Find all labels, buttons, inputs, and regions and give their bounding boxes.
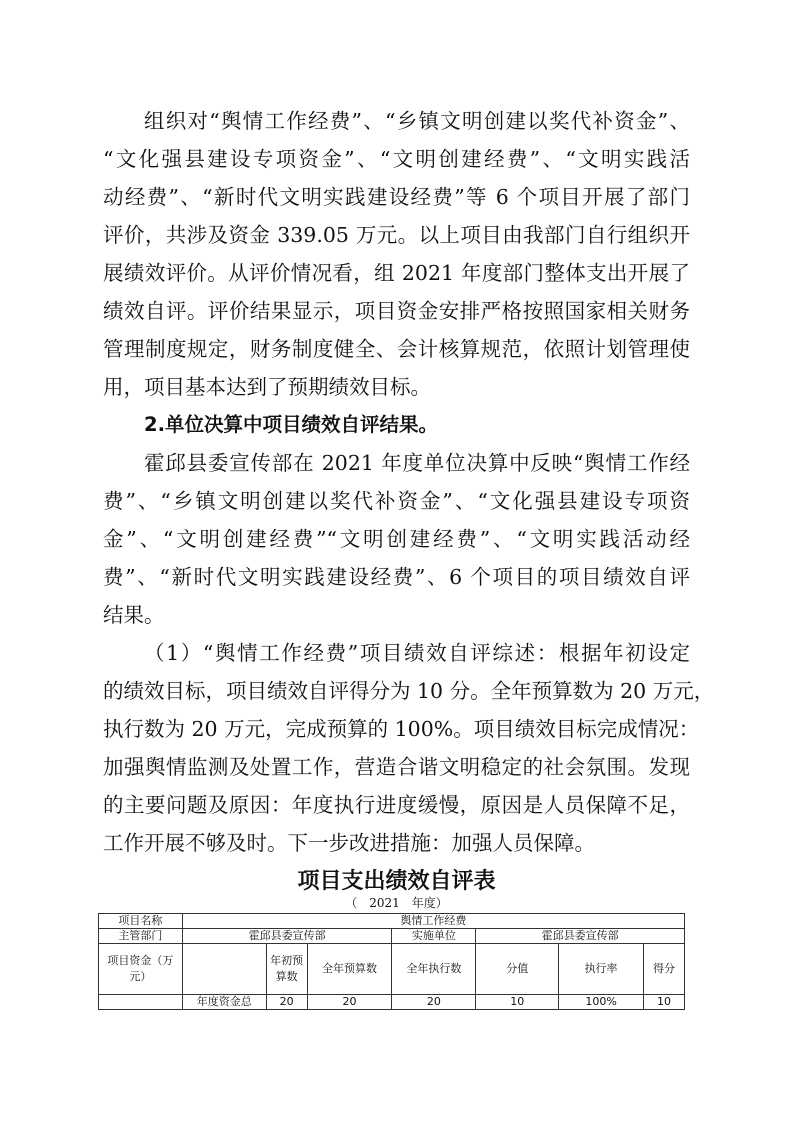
- column-header: 得分: [644, 944, 685, 995]
- paragraph-line: 管理制度规定，财务制度健全、会计核算规范，依照计划管理使: [103, 337, 690, 361]
- table-cell: 10: [476, 995, 559, 1010]
- paragraph-line: 费”、“新时代文明实践建设经费”、6 个项目的项目绩效自评: [103, 565, 690, 589]
- self-evaluation-table: [98, 913, 685, 1010]
- paragraph-line: 评价，共涉及资金 339.05 万元。以上项目由我部门自行组织开: [103, 223, 690, 247]
- column-header: 全年预算数: [307, 944, 392, 995]
- dept-value: 霍邱县委宣传部: [182, 929, 392, 944]
- paragraph-line: 用，项目基本达到了预期绩效目标。: [103, 375, 431, 399]
- table-subtitle: （ 2021 年度）: [345, 896, 448, 910]
- paragraph-line: 的主要问题及原因：年度执行进度缓慢，原因是人员保障不足，: [103, 793, 690, 817]
- body-text: [103, 102, 715, 862]
- project-name-value: 舆情工作经费: [182, 914, 684, 929]
- project-name-label: 项目名称: [99, 914, 183, 929]
- paragraph-line: （1）“舆情工作经费”项目绩效自评综述：根据年初设定: [144, 641, 690, 665]
- paragraph-line: 执行数为 20 万元，完成预算的 100%。项目绩效目标完成情况：: [103, 717, 700, 741]
- paragraph-line: 霍邱县委宣传部在 2021 年度单位决算中反映“舆情工作经: [144, 451, 690, 475]
- paragraph-line: 加强舆情监测及处置工作，营造合谐文明稳定的社会氛围。发现: [103, 755, 690, 779]
- impl-label: 实施单位: [392, 929, 476, 944]
- table-row: [99, 995, 685, 1010]
- paragraph-line: 展绩效评价。从评价情况看，组 2021 年度部门整体支出开展了: [103, 261, 690, 285]
- table-row: [99, 929, 685, 944]
- paragraph-line: 费”、“乡镇文明创建以奖代补资金”、“文化强县建设专项资: [103, 489, 690, 513]
- empty-cell: [182, 944, 266, 995]
- column-header: 执行率: [559, 944, 644, 995]
- table-cell: 100%: [559, 995, 644, 1010]
- table-row: [99, 914, 685, 929]
- funds-label: 项目资金（万元）: [99, 944, 183, 995]
- paragraph-line: 工作开展不够及时。下一步改进措施：加强人员保障。: [103, 831, 595, 855]
- row-label: 年度资金总: [182, 995, 266, 1010]
- column-header: 全年执行数: [392, 944, 476, 995]
- dept-label: 主管部门: [99, 929, 183, 944]
- section-heading: 2.单位决算中项目绩效自评结果。: [144, 413, 438, 436]
- column-header: 分值: [476, 944, 559, 995]
- paragraph-line: 组织对“舆情工作经费”、“乡镇文明创建以奖代补资金”、: [144, 109, 690, 133]
- paragraph-line: 绩效自评。评价结果显示，项目资金安排严格按照国家相关财务: [103, 299, 690, 323]
- paragraph-line: “文化强县建设专项资金”、“文明创建经费”、“文明实践活: [103, 147, 690, 171]
- paragraph-line: 的绩效目标，项目绩效自评得分为 10 分。全年预算数为 20 万元，: [103, 679, 715, 703]
- paragraph-line: 动经费”、“新时代文明实践建设经费”等 6 个项目开展了部门: [103, 185, 690, 209]
- table-title: 项目支出绩效自评表: [297, 869, 496, 894]
- column-header: 年初预算数: [266, 944, 307, 995]
- impl-value: 霍邱县委宣传部: [476, 929, 685, 944]
- table-cell: 20: [392, 995, 476, 1010]
- table-cell: 20: [266, 995, 307, 1010]
- table-cell: 10: [644, 995, 685, 1010]
- table-cell: 20: [307, 995, 392, 1010]
- paragraph-line: 金”、“文明创建经费”“文明创建经费”、“文明实践活动经: [103, 527, 690, 551]
- empty-cell: [99, 995, 183, 1010]
- table-row: [99, 944, 685, 995]
- paragraph-line: 结果。: [103, 603, 165, 627]
